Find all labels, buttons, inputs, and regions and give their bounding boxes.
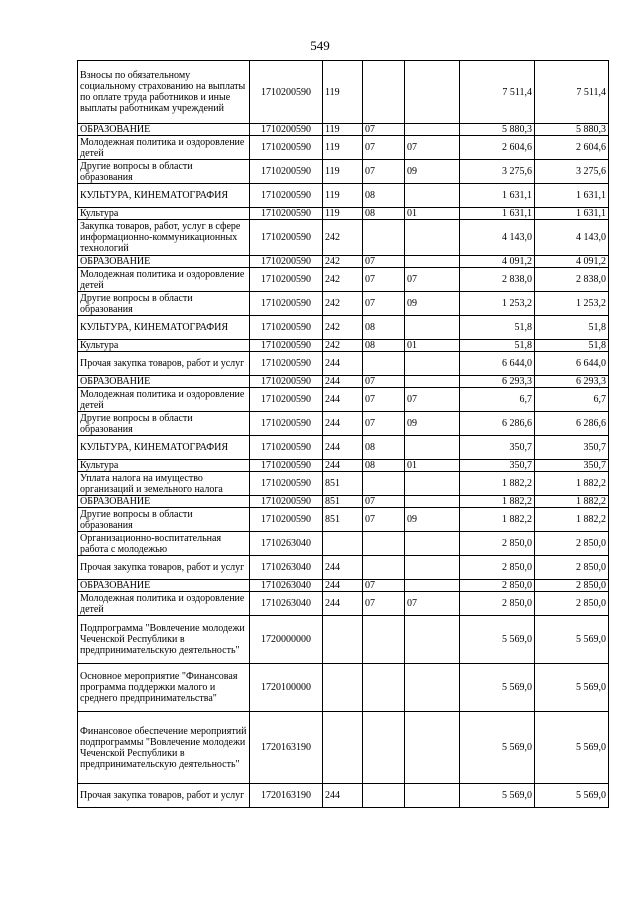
table-row: [78, 460, 609, 472]
table-row: [78, 352, 609, 376]
row-pr: [405, 124, 460, 136]
row-rz: 08: [363, 316, 405, 340]
budget-table: [77, 60, 609, 808]
row-name: Культура: [78, 460, 250, 472]
row-code: 1710200590: [250, 496, 323, 508]
table-row: [78, 340, 609, 352]
row-pr: 07: [405, 592, 460, 616]
row-code: 1710200590: [250, 256, 323, 268]
row-pr: 01: [405, 208, 460, 220]
table-row: [78, 532, 609, 556]
row-vr: 851: [323, 508, 363, 532]
row-code: 1720163190: [250, 712, 323, 784]
row-code: 1710200590: [250, 508, 323, 532]
row-pr: [405, 472, 460, 496]
row-vr: 244: [323, 436, 363, 460]
row-rz: 07: [363, 268, 405, 292]
row-name: Культура: [78, 340, 250, 352]
row-code: 1710200590: [250, 184, 323, 208]
table-row: [78, 616, 609, 664]
row-code: 1710263040: [250, 580, 323, 592]
row-name: КУЛЬТУРА, КИНЕМАТОГРАФИЯ: [78, 436, 250, 460]
row-rz: 07: [363, 292, 405, 316]
row-vr: 244: [323, 460, 363, 472]
row-pr: 09: [405, 508, 460, 532]
row-rz: 07: [363, 592, 405, 616]
row-name: Закупка товаров, работ, услуг в сфере информационно-коммуникационных технологий: [78, 220, 250, 256]
row-vr: 119: [323, 61, 363, 124]
row-sum-2: 1 631,1: [535, 184, 609, 208]
row-sum-1: 1 253,2: [460, 292, 535, 316]
row-sum-1: 5 569,0: [460, 784, 535, 808]
table-row: [78, 316, 609, 340]
table-row: [78, 592, 609, 616]
row-name: ОБРАЗОВАНИЕ: [78, 580, 250, 592]
row-name: ОБРАЗОВАНИЕ: [78, 256, 250, 268]
row-vr: 119: [323, 160, 363, 184]
row-sum-1: 2 850,0: [460, 532, 535, 556]
row-rz: 07: [363, 376, 405, 388]
row-sum-1: 2 604,6: [460, 136, 535, 160]
row-sum-1: 5 880,3: [460, 124, 535, 136]
table-row: [78, 412, 609, 436]
row-rz: 07: [363, 508, 405, 532]
row-name: Другие вопросы в области образования: [78, 160, 250, 184]
row-vr: 242: [323, 220, 363, 256]
table-row: [78, 160, 609, 184]
row-name: ОБРАЗОВАНИЕ: [78, 496, 250, 508]
row-name: Молодежная политика и оздоровление детей: [78, 136, 250, 160]
row-sum-2: 1 253,2: [535, 292, 609, 316]
row-code: 1710200590: [250, 292, 323, 316]
row-pr: [405, 532, 460, 556]
row-rz: 07: [363, 496, 405, 508]
row-sum-2: 6 286,6: [535, 412, 609, 436]
row-sum-2: 2 850,0: [535, 532, 609, 556]
row-name: Финансовое обеспечение мероприятий подпрограммы "Вовлечение молодежи Чеченской Республики в предпринимательскую деятельность": [78, 712, 250, 784]
table-row: [78, 124, 609, 136]
row-sum-2: 6 293,3: [535, 376, 609, 388]
row-sum-1: 5 569,0: [460, 712, 535, 784]
row-name: Молодежная политика и оздоровление детей: [78, 268, 250, 292]
row-pr: [405, 580, 460, 592]
row-name: КУЛЬТУРА, КИНЕМАТОГРАФИЯ: [78, 316, 250, 340]
table-row: [78, 508, 609, 532]
row-sum-2: 350,7: [535, 436, 609, 460]
row-rz: [363, 616, 405, 664]
row-sum-2: 5 569,0: [535, 616, 609, 664]
table-row: [78, 664, 609, 712]
row-sum-1: 2 850,0: [460, 592, 535, 616]
row-code: 1710200590: [250, 460, 323, 472]
row-rz: [363, 352, 405, 376]
row-sum-1: 2 850,0: [460, 556, 535, 580]
row-sum-2: 7 511,4: [535, 61, 609, 124]
row-code: 1720000000: [250, 616, 323, 664]
row-rz: [363, 712, 405, 784]
row-sum-1: 6 293,3: [460, 376, 535, 388]
row-vr: [323, 712, 363, 784]
row-rz: 08: [363, 208, 405, 220]
budget-table-body: [78, 61, 609, 808]
row-pr: 01: [405, 460, 460, 472]
row-rz: [363, 664, 405, 712]
row-name: Другие вопросы в области образования: [78, 292, 250, 316]
row-sum-2: 51,8: [535, 340, 609, 352]
row-code: 1710263040: [250, 532, 323, 556]
row-pr: 07: [405, 136, 460, 160]
row-name: ОБРАЗОВАНИЕ: [78, 376, 250, 388]
row-rz: 07: [363, 388, 405, 412]
row-rz: 07: [363, 256, 405, 268]
row-pr: [405, 616, 460, 664]
row-sum-1: 4 091,2: [460, 256, 535, 268]
row-pr: 07: [405, 268, 460, 292]
row-code: 1720100000: [250, 664, 323, 712]
row-pr: [405, 556, 460, 580]
row-sum-1: 2 850,0: [460, 580, 535, 592]
row-vr: [323, 616, 363, 664]
row-rz: [363, 784, 405, 808]
row-pr: [405, 664, 460, 712]
row-sum-2: 2 850,0: [535, 592, 609, 616]
row-vr: 851: [323, 496, 363, 508]
row-sum-1: 6 644,0: [460, 352, 535, 376]
row-vr: [323, 664, 363, 712]
row-sum-2: 6 644,0: [535, 352, 609, 376]
page-number: 549: [310, 38, 330, 53]
row-sum-1: 1 631,1: [460, 208, 535, 220]
row-vr: 244: [323, 352, 363, 376]
row-name: КУЛЬТУРА, КИНЕМАТОГРАФИЯ: [78, 184, 250, 208]
row-name: Прочая закупка товаров, работ и услуг: [78, 784, 250, 808]
row-vr: 119: [323, 124, 363, 136]
row-name: Молодежная политика и оздоровление детей: [78, 388, 250, 412]
row-sum-2: 51,8: [535, 316, 609, 340]
row-code: 1710200590: [250, 220, 323, 256]
row-sum-2: 5 569,0: [535, 664, 609, 712]
row-rz: [363, 472, 405, 496]
row-pr: [405, 436, 460, 460]
row-pr: [405, 496, 460, 508]
row-rz: [363, 532, 405, 556]
row-code: 1710200590: [250, 136, 323, 160]
row-sum-1: 1 882,2: [460, 496, 535, 508]
row-name: Основное мероприятие "Финансовая программа поддержки малого и среднего предпринимательства": [78, 664, 250, 712]
table-row: [78, 61, 609, 124]
table-row: [78, 496, 609, 508]
row-vr: 244: [323, 784, 363, 808]
row-rz: 08: [363, 184, 405, 208]
table-row: [78, 472, 609, 496]
row-pr: 01: [405, 340, 460, 352]
row-code: 1710200590: [250, 352, 323, 376]
row-code: 1710200590: [250, 160, 323, 184]
row-sum-1: 1 882,2: [460, 508, 535, 532]
row-sum-2: 5 569,0: [535, 712, 609, 784]
row-sum-2: 1 882,2: [535, 496, 609, 508]
row-code: 1710200590: [250, 268, 323, 292]
table-row: [78, 712, 609, 784]
row-code: 1710200590: [250, 124, 323, 136]
row-pr: [405, 61, 460, 124]
row-name: ОБРАЗОВАНИЕ: [78, 124, 250, 136]
row-vr: 242: [323, 256, 363, 268]
row-sum-2: 350,7: [535, 460, 609, 472]
row-code: 1710263040: [250, 592, 323, 616]
row-sum-2: 1 882,2: [535, 508, 609, 532]
table-row: [78, 436, 609, 460]
row-name: Прочая закупка товаров, работ и услуг: [78, 556, 250, 580]
row-vr: 244: [323, 376, 363, 388]
row-name: Уплата налога на имущество организаций и земельного налога: [78, 472, 250, 496]
table-row: [78, 220, 609, 256]
row-code: 1710263040: [250, 556, 323, 580]
row-name: Подпрограмма "Вовлечение молодежи Чеченской Республики в предпринимательскую деятельность": [78, 616, 250, 664]
row-code: 1710200590: [250, 388, 323, 412]
row-pr: [405, 712, 460, 784]
table-row: [78, 376, 609, 388]
row-vr: 242: [323, 340, 363, 352]
row-pr: [405, 256, 460, 268]
row-vr: 244: [323, 592, 363, 616]
row-sum-1: 3 275,6: [460, 160, 535, 184]
row-sum-1: 5 569,0: [460, 664, 535, 712]
table-row: [78, 580, 609, 592]
row-code: 1710200590: [250, 340, 323, 352]
row-code: 1710200590: [250, 208, 323, 220]
table-row: [78, 292, 609, 316]
row-code: 1710200590: [250, 412, 323, 436]
row-vr: 242: [323, 292, 363, 316]
row-vr: [323, 532, 363, 556]
row-sum-1: 6 286,6: [460, 412, 535, 436]
row-pr: 07: [405, 388, 460, 412]
row-vr: 244: [323, 412, 363, 436]
row-code: 1710200590: [250, 376, 323, 388]
row-vr: 242: [323, 268, 363, 292]
row-sum-1: 51,8: [460, 340, 535, 352]
row-rz: 08: [363, 436, 405, 460]
row-sum-1: 7 511,4: [460, 61, 535, 124]
row-rz: 07: [363, 580, 405, 592]
row-pr: 09: [405, 160, 460, 184]
row-vr: 244: [323, 556, 363, 580]
row-rz: 08: [363, 340, 405, 352]
row-pr: [405, 316, 460, 340]
row-pr: [405, 184, 460, 208]
row-vr: 119: [323, 208, 363, 220]
row-sum-2: 2 850,0: [535, 556, 609, 580]
row-pr: 09: [405, 292, 460, 316]
row-rz: 07: [363, 412, 405, 436]
row-sum-1: 1 882,2: [460, 472, 535, 496]
row-code: 1710200590: [250, 436, 323, 460]
row-name: Другие вопросы в области образования: [78, 412, 250, 436]
row-sum-2: 4 143,0: [535, 220, 609, 256]
row-rz: 07: [363, 160, 405, 184]
row-sum-2: 2 838,0: [535, 268, 609, 292]
row-vr: 119: [323, 136, 363, 160]
row-vr: 244: [323, 580, 363, 592]
row-sum-2: 4 091,2: [535, 256, 609, 268]
row-rz: [363, 61, 405, 124]
row-vr: 242: [323, 316, 363, 340]
row-sum-1: 5 569,0: [460, 616, 535, 664]
table-row: [78, 388, 609, 412]
row-name: Прочая закупка товаров, работ и услуг: [78, 352, 250, 376]
row-sum-1: 350,7: [460, 460, 535, 472]
row-sum-2: 3 275,6: [535, 160, 609, 184]
row-pr: [405, 376, 460, 388]
row-sum-1: 51,8: [460, 316, 535, 340]
row-sum-1: 2 838,0: [460, 268, 535, 292]
row-sum-1: 350,7: [460, 436, 535, 460]
row-pr: [405, 220, 460, 256]
row-sum-1: 4 143,0: [460, 220, 535, 256]
table-row: [78, 256, 609, 268]
row-sum-2: 2 850,0: [535, 580, 609, 592]
row-sum-2: 5 880,3: [535, 124, 609, 136]
table-row: [78, 556, 609, 580]
row-sum-2: 1 882,2: [535, 472, 609, 496]
row-pr: [405, 352, 460, 376]
table-row: [78, 208, 609, 220]
row-code: 1710200590: [250, 61, 323, 124]
row-vr: 244: [323, 388, 363, 412]
row-sum-2: 2 604,6: [535, 136, 609, 160]
row-sum-2: 5 569,0: [535, 784, 609, 808]
row-sum-1: 1 631,1: [460, 184, 535, 208]
row-code: 1710200590: [250, 316, 323, 340]
row-pr: 09: [405, 412, 460, 436]
row-rz: 07: [363, 124, 405, 136]
row-name: Другие вопросы в области образования: [78, 508, 250, 532]
row-name: Культура: [78, 208, 250, 220]
row-vr: 119: [323, 184, 363, 208]
row-rz: [363, 556, 405, 580]
table-row: [78, 784, 609, 808]
row-name: Взносы по обязательному социальному страхованию на выплаты по оплате труда работников и иные выплаты работникам учреждений: [78, 61, 250, 124]
row-rz: 08: [363, 460, 405, 472]
row-code: 1710200590: [250, 472, 323, 496]
table-row: [78, 268, 609, 292]
row-name: Молодежная политика и оздоровление детей: [78, 592, 250, 616]
table-row: [78, 184, 609, 208]
row-pr: [405, 784, 460, 808]
row-sum-2: 1 631,1: [535, 208, 609, 220]
row-code: 1720163190: [250, 784, 323, 808]
row-name: Организационно-воспитательная работа с молодежью: [78, 532, 250, 556]
row-vr: 851: [323, 472, 363, 496]
row-rz: [363, 220, 405, 256]
table-row: [78, 136, 609, 160]
row-sum-1: 6,7: [460, 388, 535, 412]
row-sum-2: 6,7: [535, 388, 609, 412]
row-rz: 07: [363, 136, 405, 160]
